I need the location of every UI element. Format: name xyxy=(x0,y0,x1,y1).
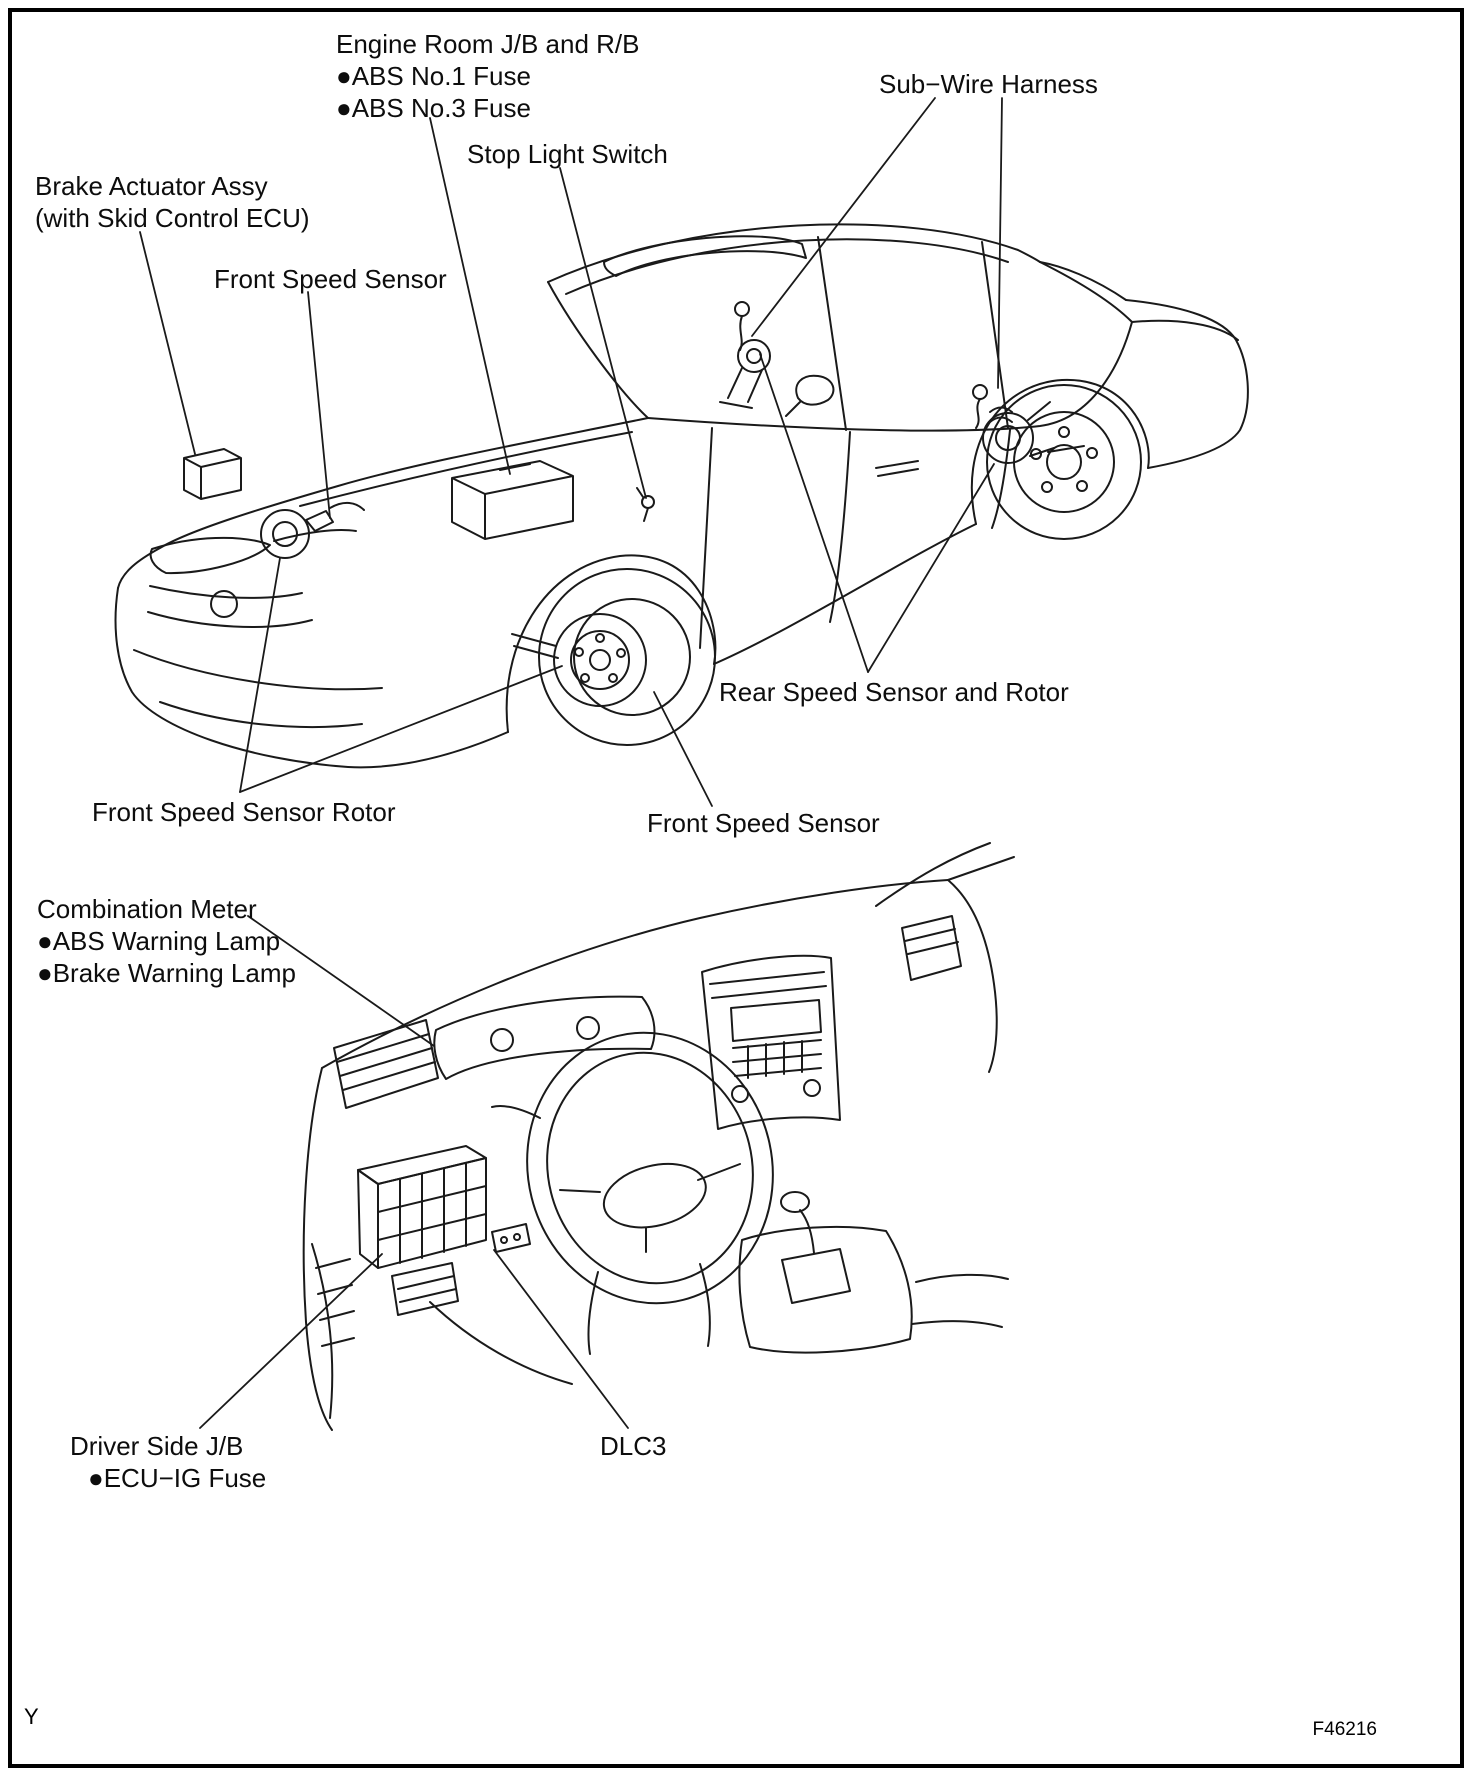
label-driver-side-jb xyxy=(70,1430,266,1494)
leader-front-speed-sensor-wheel xyxy=(654,692,712,806)
leader-dlc3 xyxy=(494,1250,628,1428)
leader-brake-actuator xyxy=(140,232,195,454)
steering-wheel xyxy=(499,1007,802,1330)
page-corner-mark: Y xyxy=(24,1704,39,1729)
label-item: ●Brake Warning Lamp xyxy=(37,958,296,988)
leader-rear-speed-sensor-right xyxy=(868,464,994,672)
label-item: ●ABS Warning Lamp xyxy=(37,926,281,956)
leader-rear-speed-sensor-left xyxy=(760,354,868,672)
leader-driver-side-jb xyxy=(200,1254,382,1428)
label-stop-light-switch: Stop Light Switch xyxy=(467,139,668,169)
label-item: ●ABS No.1 Fuse xyxy=(336,61,531,91)
figure-number: F46216 xyxy=(1312,1719,1377,1740)
leader-sub-wire-harness-left xyxy=(752,98,935,336)
engine-room-jb-part xyxy=(452,461,573,539)
label-title: Engine Room J/B and R/B xyxy=(336,29,640,59)
label-sub-wire-harness: Sub−Wire Harness xyxy=(879,69,1098,99)
driver-side-jb-part xyxy=(358,1146,486,1315)
dlc3-part xyxy=(492,1224,530,1252)
combination-meter-part xyxy=(434,997,654,1079)
front-wheel xyxy=(539,569,715,745)
label-front-speed-sensor-engine: Front Speed Sensor xyxy=(214,264,447,294)
label-dlc3: DLC3 xyxy=(600,1431,667,1461)
leader-stop-light-switch xyxy=(560,168,646,498)
label-rear-speed-sensor: Rear Speed Sensor and Rotor xyxy=(719,677,1069,707)
rear-sensor-left-part xyxy=(720,302,770,408)
label-front-speed-sensor-rotor: Front Speed Sensor Rotor xyxy=(92,797,396,827)
front-hub-rotor-part xyxy=(512,614,646,706)
leader-front-rotor-b xyxy=(240,666,562,792)
brake-actuator-part xyxy=(184,449,241,499)
dashboard-illustration xyxy=(304,843,1014,1430)
leader-engine-room-jb xyxy=(430,118,510,474)
label-title: Brake Actuator Assy xyxy=(35,171,268,201)
label-front-speed-sensor-wheel: Front Speed Sensor xyxy=(647,808,880,838)
label-title: Combination Meter xyxy=(37,894,257,924)
label-item: ●ECU−IG Fuse xyxy=(88,1463,267,1493)
label-subtitle: (with Skid Control ECU) xyxy=(35,203,310,233)
leader-front-speed-sensor-engine xyxy=(308,292,330,518)
label-engine-room-jb xyxy=(336,28,640,124)
label-brake-actuator xyxy=(35,170,310,234)
label-title: Driver Side J/B xyxy=(70,1431,244,1461)
label-item: ●ABS No.3 Fuse xyxy=(336,93,531,123)
car-illustration xyxy=(116,224,1248,767)
label-combination-meter xyxy=(37,893,296,989)
